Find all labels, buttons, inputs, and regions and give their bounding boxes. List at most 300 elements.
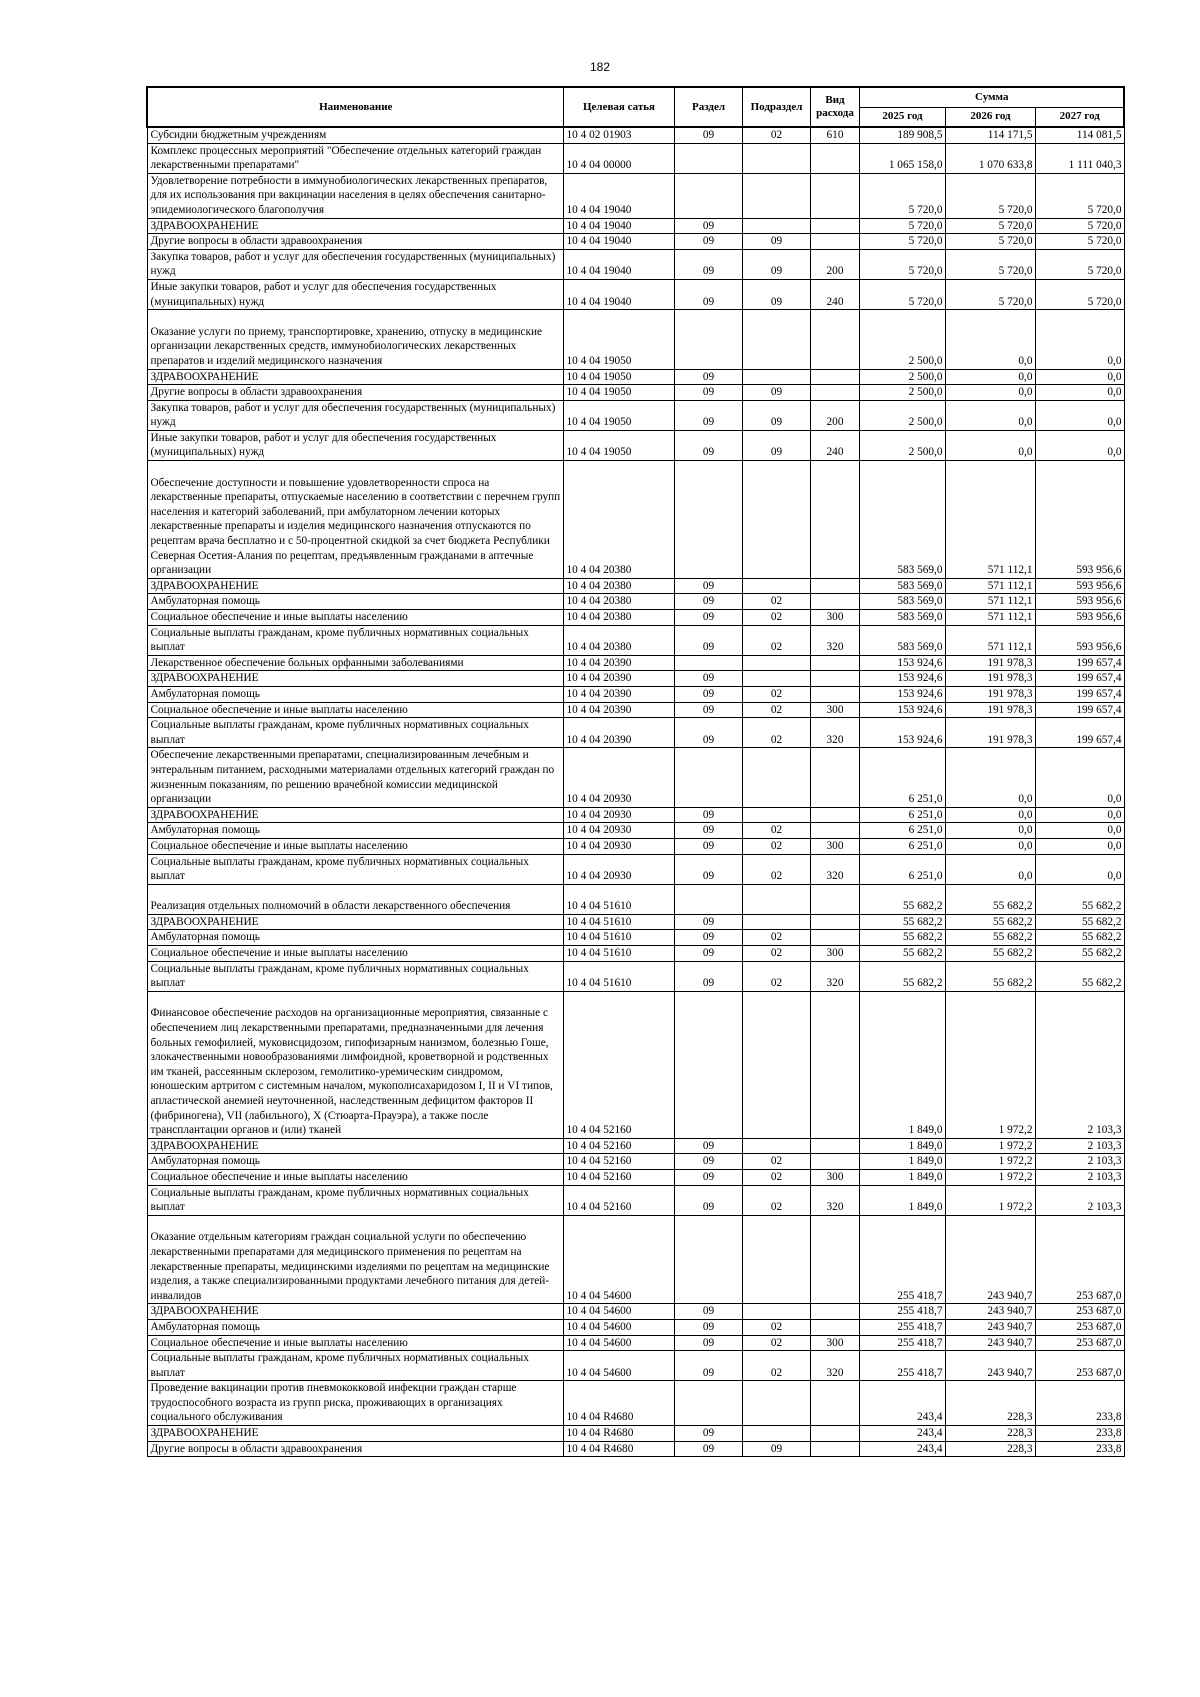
expense-type-cell	[810, 823, 859, 839]
row-name-cell: Закупка товаров, работ и услуг для обеспечения государственных (муниципальных) нужд	[147, 400, 563, 430]
sum-2025-cell: 583 569,0	[859, 610, 945, 626]
subsection-cell: 02	[742, 594, 810, 610]
header-subsection: Подраздел	[742, 87, 810, 127]
section-cell	[674, 143, 742, 173]
section-cell: 09	[674, 1304, 742, 1320]
sum-2027-cell: 5 720,0	[1035, 279, 1124, 309]
section-cell	[674, 884, 742, 914]
expense-type-cell	[810, 655, 859, 671]
section-cell: 09	[674, 625, 742, 655]
row-name-cell: Лекарственное обеспечение больных орфанными заболеваниями	[147, 655, 563, 671]
sum-2026-cell: 191 978,3	[945, 702, 1035, 718]
row-name-cell: Обеспечение доступности и повышение удовлетворенности спроса на лекарственные препараты, отпускаемые населению в соответствии с перечнем групп населения и категорий заболеваний, при амбулаторном лечении которых лекарственные препараты и изделия медицинского назначения отпускаются по рецептам врача бесплатно и с 50-процентной скидкой за счет бюджета Республики Северная Осетия-Алания по рецептам, предъявленным гражданами в аптечные организации	[147, 461, 563, 579]
sum-2026-cell: 0,0	[945, 748, 1035, 807]
expense-type-cell: 300	[810, 946, 859, 962]
row-name-cell: Социальные выплаты гражданам, кроме публичных нормативных социальных выплат	[147, 854, 563, 884]
sum-2026-cell: 243 940,7	[945, 1335, 1035, 1351]
row-name-cell: Социальное обеспечение и иные выплаты населению	[147, 1169, 563, 1185]
target-article-cell: 10 4 04 51610	[563, 930, 674, 946]
sum-2027-cell: 0,0	[1035, 807, 1124, 823]
target-article-cell: 10 4 04 R4680	[563, 1441, 674, 1457]
row-name-cell: Оказание отдельным категориям граждан социальной услуги по обеспечению лекарственными препаратами для медицинского применения по рецептам на лекарственные препараты, медицинскими изделиями по рецептам на медицинские изделия, а также специализированными продуктами лечебного питания для детей-инвалидов	[147, 1215, 563, 1304]
section-cell: 09	[674, 1138, 742, 1154]
sum-2026-cell: 243 940,7	[945, 1215, 1035, 1304]
expense-type-cell: 320	[810, 718, 859, 748]
page-number: 182	[589, 60, 611, 74]
subsection-cell: 02	[742, 127, 810, 143]
target-article-cell: 10 4 04 00000	[563, 143, 674, 173]
expense-type-cell	[810, 748, 859, 807]
target-article-cell: 10 4 04 19050	[563, 369, 674, 385]
expense-type-cell	[810, 671, 859, 687]
sum-2025-cell: 5 720,0	[859, 218, 945, 234]
sum-2025-cell: 2 500,0	[859, 369, 945, 385]
header-name: Наименование	[147, 87, 563, 127]
section-cell: 09	[674, 1319, 742, 1335]
section-cell: 09	[674, 594, 742, 610]
sum-2026-cell: 228,3	[945, 1426, 1035, 1442]
subsection-cell: 02	[742, 686, 810, 702]
row-name-cell: Амбулаторная помощь	[147, 823, 563, 839]
section-cell: 09	[674, 234, 742, 250]
subsection-cell	[742, 991, 810, 1138]
section-cell: 09	[674, 127, 742, 143]
subsection-cell: 09	[742, 234, 810, 250]
sum-2027-cell: 593 956,6	[1035, 594, 1124, 610]
subsection-cell	[742, 1426, 810, 1442]
expense-type-cell	[810, 594, 859, 610]
table-row	[147, 1426, 1124, 1442]
expense-type-cell: 320	[810, 961, 859, 991]
table-row	[147, 218, 1124, 234]
expense-type-cell: 200	[810, 249, 859, 279]
sum-2027-cell: 2 103,3	[1035, 1169, 1124, 1185]
section-cell: 09	[674, 930, 742, 946]
expense-type-cell: 240	[810, 279, 859, 309]
row-name-cell: Комплекс процессных мероприятий "Обеспечение отдельных категорий граждан лекарственными препаратами"	[147, 143, 563, 173]
expense-type-cell	[810, 914, 859, 930]
row-name-cell: Социальные выплаты гражданам, кроме публичных нормативных социальных выплат	[147, 625, 563, 655]
subsection-cell	[742, 369, 810, 385]
sum-2025-cell: 55 682,2	[859, 946, 945, 962]
section-cell: 09	[674, 1441, 742, 1457]
table-row	[147, 686, 1124, 702]
sum-2027-cell: 2 103,3	[1035, 1138, 1124, 1154]
section-cell	[674, 310, 742, 369]
row-name-cell: Финансовое обеспечение расходов на организационные мероприятия, связанные с обеспечением лиц лекарственными препаратами, предназначенными для лечения больных гемофилией, муковисцидозом, гипофизарным нанизмом, болезнью Гоше, злокачественными новообразованиями лимфоидной, кроветворной и родственных им тканей, рассеянным склерозом, гемолитико-уремическим синдромом, юношеским артритом с системным началом, мукополисахаридозом I, II и VI типов, апластической анемией неуточненной, наследственным дефицитом факторов II (фибриногена), VII (лабильного), X (Стюарта-Прауэра), а также после трансплантации органов и (или) тканей	[147, 991, 563, 1138]
subsection-cell: 02	[742, 1154, 810, 1170]
expense-type-cell: 240	[810, 430, 859, 460]
sum-2027-cell: 5 720,0	[1035, 249, 1124, 279]
expense-type-cell	[810, 173, 859, 218]
target-article-cell: 10 4 04 19050	[563, 385, 674, 401]
target-article-cell: 10 4 04 52160	[563, 1154, 674, 1170]
row-name-cell: Другие вопросы в области здравоохранения	[147, 234, 563, 250]
target-article-cell: 10 4 02 01903	[563, 127, 674, 143]
section-cell	[674, 1215, 742, 1304]
sum-2027-cell: 0,0	[1035, 854, 1124, 884]
sum-2026-cell: 55 682,2	[945, 946, 1035, 962]
sum-2027-cell: 55 682,2	[1035, 884, 1124, 914]
budget-table	[146, 86, 1125, 1457]
expense-type-cell	[810, 369, 859, 385]
section-cell	[674, 173, 742, 218]
table-row	[147, 655, 1124, 671]
sum-2026-cell: 0,0	[945, 400, 1035, 430]
expense-type-cell	[810, 1426, 859, 1442]
table-row	[147, 991, 1124, 1138]
sum-2025-cell: 255 418,7	[859, 1215, 945, 1304]
sum-2025-cell: 153 924,6	[859, 671, 945, 687]
sum-2025-cell: 6 251,0	[859, 854, 945, 884]
sum-2027-cell: 0,0	[1035, 838, 1124, 854]
sum-2026-cell: 191 978,3	[945, 718, 1035, 748]
sum-2025-cell: 2 500,0	[859, 310, 945, 369]
header-target-article: Целевая сатья	[563, 87, 674, 127]
sum-2027-cell: 0,0	[1035, 310, 1124, 369]
sum-2027-cell: 253 687,0	[1035, 1319, 1124, 1335]
sum-2025-cell: 2 500,0	[859, 385, 945, 401]
row-name-cell: Иные закупки товаров, работ и услуг для обеспечения государственных (муниципальных) нужд	[147, 430, 563, 460]
section-cell	[674, 748, 742, 807]
row-name-cell: Субсидии бюджетным учреждениям	[147, 127, 563, 143]
sum-2027-cell: 199 657,4	[1035, 671, 1124, 687]
section-cell: 09	[674, 1185, 742, 1215]
table-row	[147, 279, 1124, 309]
subsection-cell	[742, 807, 810, 823]
subsection-cell	[742, 671, 810, 687]
table-row	[147, 961, 1124, 991]
table-row	[147, 1319, 1124, 1335]
sum-2027-cell: 253 687,0	[1035, 1215, 1124, 1304]
target-article-cell: 10 4 04 54600	[563, 1304, 674, 1320]
subsection-cell: 02	[742, 610, 810, 626]
sum-2025-cell: 6 251,0	[859, 823, 945, 839]
sum-2027-cell: 2 103,3	[1035, 991, 1124, 1138]
expense-type-cell	[810, 686, 859, 702]
sum-2027-cell: 1 111 040,3	[1035, 143, 1124, 173]
table-row	[147, 127, 1124, 143]
subsection-cell: 02	[742, 854, 810, 884]
subsection-cell: 02	[742, 1169, 810, 1185]
expense-type-cell: 300	[810, 610, 859, 626]
target-article-cell: 10 4 04 19040	[563, 234, 674, 250]
sum-2027-cell: 5 720,0	[1035, 234, 1124, 250]
sum-2027-cell: 55 682,2	[1035, 930, 1124, 946]
sum-2027-cell: 593 956,6	[1035, 610, 1124, 626]
row-name-cell: Социальные выплаты гражданам, кроме публичных нормативных социальных выплат	[147, 1185, 563, 1215]
section-cell	[674, 1381, 742, 1426]
sum-2025-cell: 1 849,0	[859, 1185, 945, 1215]
subsection-cell: 09	[742, 1441, 810, 1457]
expense-type-cell	[810, 578, 859, 594]
expense-type-cell: 320	[810, 1351, 859, 1381]
target-article-cell: 10 4 04 19050	[563, 430, 674, 460]
sum-2025-cell: 189 908,5	[859, 127, 945, 143]
expense-type-cell	[810, 1319, 859, 1335]
sum-2025-cell: 5 720,0	[859, 279, 945, 309]
table-row	[147, 400, 1124, 430]
subsection-cell	[742, 461, 810, 579]
table-row	[147, 946, 1124, 962]
subsection-cell: 02	[742, 1319, 810, 1335]
sum-2026-cell: 1 972,2	[945, 1185, 1035, 1215]
sum-2026-cell: 571 112,1	[945, 625, 1035, 655]
table-row	[147, 914, 1124, 930]
target-article-cell: 10 4 04 20930	[563, 854, 674, 884]
subsection-cell	[742, 143, 810, 173]
sum-2027-cell: 199 657,4	[1035, 718, 1124, 748]
section-cell: 09	[674, 218, 742, 234]
sum-2026-cell: 0,0	[945, 807, 1035, 823]
section-cell	[674, 461, 742, 579]
expense-type-cell	[810, 1138, 859, 1154]
sum-2026-cell: 191 978,3	[945, 671, 1035, 687]
sum-2027-cell: 593 956,6	[1035, 461, 1124, 579]
subsection-cell: 09	[742, 385, 810, 401]
row-name-cell: Амбулаторная помощь	[147, 1319, 563, 1335]
sum-2027-cell: 0,0	[1035, 385, 1124, 401]
subsection-cell: 02	[742, 946, 810, 962]
row-name-cell: Удовлетворение потребности в иммунобиологических лекарственных препаратов, для их использования при вакцинации населения в целях обеспечения санитарно-эпидемиологического благополучия	[147, 173, 563, 218]
section-cell: 09	[674, 430, 742, 460]
section-cell	[674, 655, 742, 671]
sum-2026-cell: 5 720,0	[945, 279, 1035, 309]
section-cell: 09	[674, 718, 742, 748]
table-row	[147, 1441, 1124, 1457]
table-row	[147, 854, 1124, 884]
target-article-cell: 10 4 04 20380	[563, 594, 674, 610]
row-name-cell: ЗДРАВООХРАНЕНИЕ	[147, 369, 563, 385]
expense-type-cell	[810, 1215, 859, 1304]
section-cell: 09	[674, 702, 742, 718]
section-cell: 09	[674, 610, 742, 626]
row-name-cell: ЗДРАВООХРАНЕНИЕ	[147, 807, 563, 823]
sum-2027-cell: 0,0	[1035, 823, 1124, 839]
table-row	[147, 249, 1124, 279]
row-name-cell: Социальное обеспечение и иные выплаты населению	[147, 610, 563, 626]
table-body	[147, 127, 1124, 1457]
sum-2025-cell: 153 924,6	[859, 686, 945, 702]
sum-2027-cell: 0,0	[1035, 369, 1124, 385]
target-article-cell: 10 4 04 20380	[563, 578, 674, 594]
subsection-cell	[742, 1215, 810, 1304]
sum-2026-cell: 5 720,0	[945, 173, 1035, 218]
sum-2027-cell: 199 657,4	[1035, 686, 1124, 702]
sum-2025-cell: 583 569,0	[859, 578, 945, 594]
section-cell: 09	[674, 914, 742, 930]
table-row	[147, 385, 1124, 401]
target-article-cell: 10 4 04 52160	[563, 1185, 674, 1215]
section-cell: 09	[674, 279, 742, 309]
target-article-cell: 10 4 04 20930	[563, 807, 674, 823]
subsection-cell: 02	[742, 1351, 810, 1381]
sum-2025-cell: 243,4	[859, 1381, 945, 1426]
row-name-cell: Амбулаторная помощь	[147, 1154, 563, 1170]
sum-2027-cell: 0,0	[1035, 400, 1124, 430]
sum-2026-cell: 243 940,7	[945, 1304, 1035, 1320]
sum-2026-cell: 571 112,1	[945, 594, 1035, 610]
target-article-cell: 10 4 04 20390	[563, 655, 674, 671]
sum-2026-cell: 0,0	[945, 823, 1035, 839]
sum-2025-cell: 5 720,0	[859, 173, 945, 218]
table-row	[147, 702, 1124, 718]
table-row	[147, 884, 1124, 914]
header-year-2025: 2025 год	[859, 107, 945, 127]
sum-2027-cell: 593 956,6	[1035, 578, 1124, 594]
header-year-2026: 2026 год	[945, 107, 1035, 127]
target-article-cell: 10 4 04 20390	[563, 718, 674, 748]
target-article-cell: 10 4 04 19040	[563, 249, 674, 279]
expense-type-cell	[810, 1304, 859, 1320]
section-cell: 09	[674, 671, 742, 687]
expense-type-cell	[810, 1381, 859, 1426]
expense-type-cell	[810, 310, 859, 369]
table-row	[147, 461, 1124, 579]
target-article-cell: 10 4 04 19040	[563, 279, 674, 309]
section-cell: 09	[674, 400, 742, 430]
subsection-cell: 02	[742, 930, 810, 946]
target-article-cell: 10 4 04 20930	[563, 838, 674, 854]
sum-2026-cell: 243 940,7	[945, 1319, 1035, 1335]
sum-2027-cell: 593 956,6	[1035, 625, 1124, 655]
sum-2026-cell: 0,0	[945, 430, 1035, 460]
table-row	[147, 671, 1124, 687]
target-article-cell: 10 4 04 54600	[563, 1335, 674, 1351]
sum-2025-cell: 255 418,7	[859, 1304, 945, 1320]
table-row	[147, 369, 1124, 385]
target-article-cell: 10 4 04 20390	[563, 671, 674, 687]
expense-type-cell	[810, 461, 859, 579]
target-article-cell: 10 4 04 19050	[563, 310, 674, 369]
section-cell	[674, 991, 742, 1138]
sum-2026-cell: 571 112,1	[945, 461, 1035, 579]
table-row	[147, 748, 1124, 807]
expense-type-cell	[810, 991, 859, 1138]
subsection-cell: 02	[742, 838, 810, 854]
target-article-cell: 10 4 04 R4680	[563, 1381, 674, 1426]
section-cell: 09	[674, 1169, 742, 1185]
target-article-cell: 10 4 04 20930	[563, 748, 674, 807]
row-name-cell: Социальное обеспечение и иные выплаты населению	[147, 946, 563, 962]
target-article-cell: 10 4 04 19050	[563, 400, 674, 430]
table-row	[147, 578, 1124, 594]
row-name-cell: Проведение вакцинации против пневмококковой инфекции граждан старше трудоспособного возраста из групп риска, проживающих в организациях социального обслуживания	[147, 1381, 563, 1426]
row-name-cell: Социальное обеспечение и иные выплаты населению	[147, 838, 563, 854]
table-row	[147, 930, 1124, 946]
sum-2026-cell: 5 720,0	[945, 249, 1035, 279]
table-header	[147, 87, 1124, 127]
sum-2027-cell: 233,8	[1035, 1426, 1124, 1442]
target-article-cell: 10 4 04 54600	[563, 1351, 674, 1381]
subsection-cell: 09	[742, 400, 810, 430]
sum-2026-cell: 1 972,2	[945, 991, 1035, 1138]
sum-2025-cell: 6 251,0	[859, 838, 945, 854]
sum-2025-cell: 1 849,0	[859, 1169, 945, 1185]
expense-type-cell: 320	[810, 625, 859, 655]
sum-2026-cell: 0,0	[945, 369, 1035, 385]
sum-2025-cell: 6 251,0	[859, 807, 945, 823]
sum-2027-cell: 55 682,2	[1035, 914, 1124, 930]
subsection-cell	[742, 748, 810, 807]
table-row	[147, 625, 1124, 655]
table-row	[147, 1351, 1124, 1381]
sum-2026-cell: 55 682,2	[945, 961, 1035, 991]
target-article-cell: 10 4 04 51610	[563, 961, 674, 991]
sum-2026-cell: 0,0	[945, 838, 1035, 854]
subsection-cell: 02	[742, 1185, 810, 1215]
row-name-cell: Реализация отдельных полномочий в области лекарственного обеспечения	[147, 884, 563, 914]
row-name-cell: ЗДРАВООХРАНЕНИЕ	[147, 1304, 563, 1320]
target-article-cell: 10 4 04 52160	[563, 1169, 674, 1185]
target-article-cell: 10 4 04 52160	[563, 991, 674, 1138]
table-row	[147, 610, 1124, 626]
row-name-cell: ЗДРАВООХРАНЕНИЕ	[147, 218, 563, 234]
row-name-cell: Социальное обеспечение и иные выплаты населению	[147, 702, 563, 718]
target-article-cell: 10 4 04 51610	[563, 946, 674, 962]
row-name-cell: Социальные выплаты гражданам, кроме публичных нормативных социальных выплат	[147, 1351, 563, 1381]
table-row	[147, 1138, 1124, 1154]
section-cell: 09	[674, 686, 742, 702]
section-cell: 09	[674, 1351, 742, 1381]
sum-2026-cell: 55 682,2	[945, 930, 1035, 946]
sum-2027-cell: 253 687,0	[1035, 1351, 1124, 1381]
target-article-cell: 10 4 04 52160	[563, 1138, 674, 1154]
sum-2027-cell: 233,8	[1035, 1381, 1124, 1426]
target-article-cell: 10 4 04 20380	[563, 610, 674, 626]
table-row	[147, 838, 1124, 854]
sum-2027-cell: 0,0	[1035, 430, 1124, 460]
subsection-cell	[742, 578, 810, 594]
table-row	[147, 234, 1124, 250]
row-name-cell: Социальные выплаты гражданам, кроме публичных нормативных социальных выплат	[147, 961, 563, 991]
table-row	[147, 1169, 1124, 1185]
row-name-cell: ЗДРАВООХРАНЕНИЕ	[147, 1426, 563, 1442]
row-name-cell: ЗДРАВООХРАНЕНИЕ	[147, 671, 563, 687]
table-row	[147, 807, 1124, 823]
row-name-cell: Оказание услуги по приему, транспортировке, хранению, отпуску в медицинские организации лекарственных средств, иммунобиологических лекарственных препаратов и изделий медицинского назначения	[147, 310, 563, 369]
sum-2025-cell: 583 569,0	[859, 594, 945, 610]
section-cell: 09	[674, 838, 742, 854]
sum-2026-cell: 5 720,0	[945, 218, 1035, 234]
target-article-cell: 10 4 04 19040	[563, 218, 674, 234]
sum-2027-cell: 233,8	[1035, 1441, 1124, 1457]
sum-2025-cell: 55 682,2	[859, 961, 945, 991]
sum-2026-cell: 228,3	[945, 1441, 1035, 1457]
subsection-cell: 02	[742, 823, 810, 839]
subsection-cell	[742, 1304, 810, 1320]
sum-2026-cell: 5 720,0	[945, 234, 1035, 250]
expense-type-cell	[810, 143, 859, 173]
sum-2026-cell: 191 978,3	[945, 655, 1035, 671]
sum-2026-cell: 1 972,2	[945, 1154, 1035, 1170]
section-cell: 09	[674, 385, 742, 401]
table-row	[147, 1335, 1124, 1351]
section-cell: 09	[674, 961, 742, 991]
sum-2026-cell: 571 112,1	[945, 610, 1035, 626]
sum-2027-cell: 199 657,4	[1035, 702, 1124, 718]
table-row	[147, 173, 1124, 218]
row-name-cell: Социальные выплаты гражданам, кроме публичных нормативных социальных выплат	[147, 718, 563, 748]
sum-2026-cell: 571 112,1	[945, 578, 1035, 594]
table-row	[147, 823, 1124, 839]
row-name-cell: Иные закупки товаров, работ и услуг для обеспечения государственных (муниципальных) нужд	[147, 279, 563, 309]
section-cell: 09	[674, 369, 742, 385]
expense-type-cell	[810, 218, 859, 234]
row-name-cell: Другие вопросы в области здравоохранения	[147, 385, 563, 401]
sum-2027-cell: 5 720,0	[1035, 218, 1124, 234]
expense-type-cell: 300	[810, 1335, 859, 1351]
